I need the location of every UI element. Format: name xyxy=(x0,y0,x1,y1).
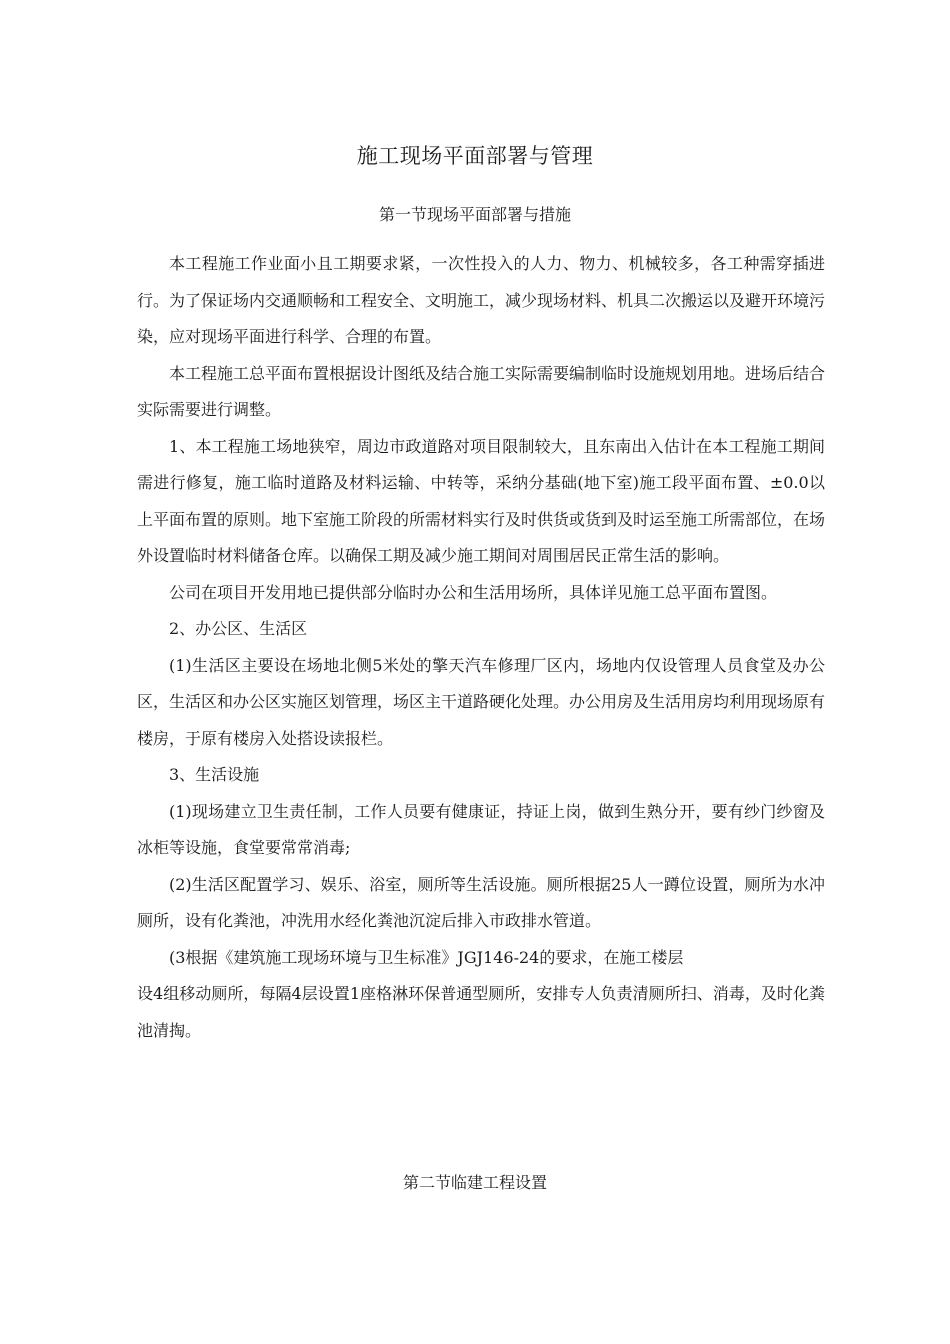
paragraph-layout-basis: 本工程施工总平面布置根据设计图纸及结合施工实际需要编制临时设施规划用地。进场后结合实际需要进行调整。 xyxy=(137,363,826,419)
section-heading-1: 第一节现场平面部署与措施 xyxy=(378,205,571,224)
paragraph-intro: 本工程施工作业面小且工期要求紧，一次性投入的人力、物力、机械较多，各工种需穿插进行。为了保证场内交通顺畅和工程安全、文明施工，减少现场材料、机具二次搬运以及避开环境污染，应对现场平面进行科学、合理的布置。 xyxy=(137,254,826,346)
document-title: 施工现场平面部署与管理 xyxy=(356,144,594,168)
section-heading-2: 第二节临建工程设置 xyxy=(402,1173,547,1192)
paragraph-office-space: 公司在项目开发用地已提供部分临时办公和生活用场所，具体详见施工总平面布置图。 xyxy=(169,582,778,602)
paragraph-living-area: (1)生活区主要设在场地北侧5米处的擎天汽车修理厂区内，场地内仅设管理人员食堂及办公区，生活区和办公区实施区划管理，场区主干道路硬化处理。办公用房及生活用房均利用现场原有楼房，于原有楼房入处搭设读报栏。 xyxy=(137,655,826,748)
paragraph-item-1: 1、本工程施工场地狭窄，周边市政道路对项目限制较大，且东南出入估计在本工程施工期间需进行修复，施工临时道路及材料运输、中转等，采纳分基础(地下室)施工段平面布置、±0.0以上平面布置的原则。地下室施工阶段的所需材料实行及时供货或货到及时运至施工所需部位，在场外设置临时材料储备仓库。以确保工期及减少施工期间对周围居民正常生活的影响。 xyxy=(137,436,826,565)
paragraph-hygiene: (1)现场建立卫生责任制，工作人员要有健康证，持证上岗，做到生熟分开，要有纱门纱窗及冰柜等设施，食堂要常常消毒; xyxy=(137,801,825,857)
paragraph-toilets: (2)生活区配置学习、娱乐、浴室，厕所等生活设施。厕所根据25人一蹲位设置，厕所为水冲厕所，设有化粪池，冲洗用水经化粪池沉淀后排入市政排水管道。 xyxy=(137,874,825,930)
document-body xyxy=(137,246,825,1049)
subheading-office-living: 2、办公区、生活区 xyxy=(169,619,308,638)
paragraph-mobile-toilets: 设4组移动厕所，每隔4层设置1座格淋环保普通型厕所，安排专人负责清厕所扫、消毒，及时化粪池清掏。 xyxy=(137,984,825,1040)
paragraph-standard: (3根据《建筑施工现场环境与卫生标准》JGJ146-24的要求，在施工楼层 xyxy=(169,947,684,967)
subheading-living-facilities: 3、生活设施 xyxy=(169,765,260,784)
